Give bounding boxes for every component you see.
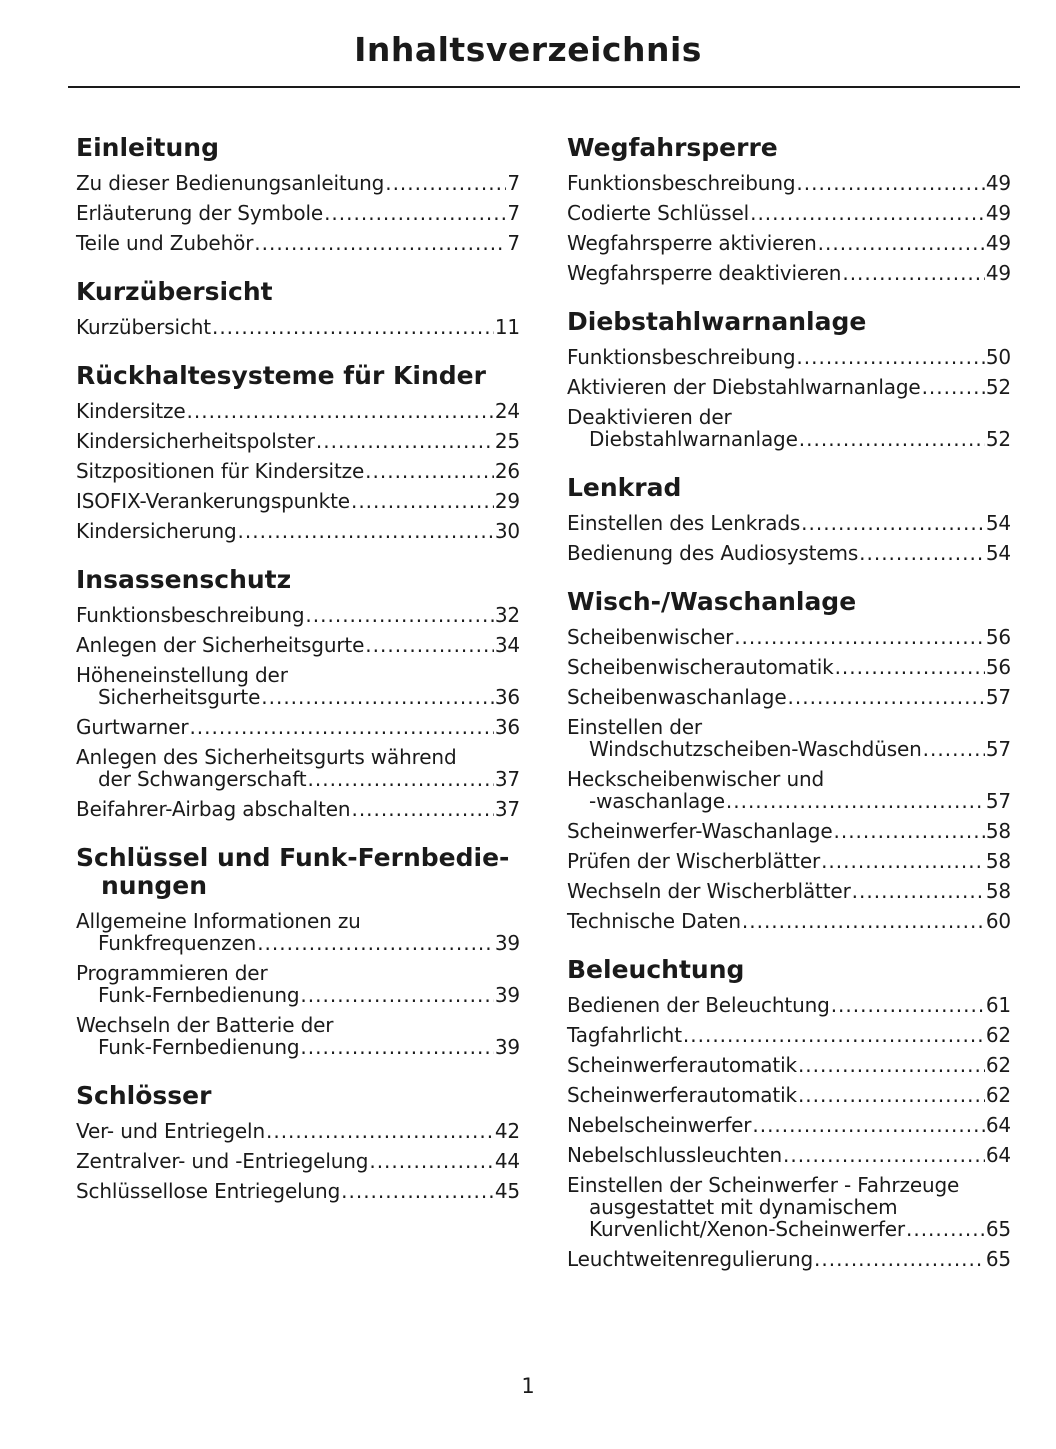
dot-leader	[906, 1218, 985, 1240]
entry-page-number: 39	[494, 1035, 520, 1059]
toc-entry[interactable]	[567, 1020, 1011, 1050]
entry-line	[567, 850, 1011, 872]
entry-line	[76, 686, 520, 708]
dot-leader	[189, 716, 493, 738]
toc-entry[interactable]	[567, 846, 1011, 876]
section-title: Lenkrad	[567, 473, 682, 502]
entry-text: Tagfahrlicht	[567, 1023, 682, 1047]
entry-page-number: 57	[985, 737, 1011, 761]
entry-text: Bedienen der Beleuchtung	[567, 993, 830, 1017]
toc-entry[interactable]	[76, 1010, 520, 1062]
entry-line	[76, 604, 520, 626]
entry-line	[76, 1150, 520, 1172]
section-title: Wegfahrsperre	[567, 133, 778, 162]
section-title: Rückhaltesysteme für Kinder	[76, 361, 486, 390]
toc-entry[interactable]	[567, 402, 1011, 454]
dot-leader	[683, 1024, 985, 1046]
entry-page-number: 42	[494, 1119, 520, 1143]
entry-text: Funk-Fernbedienung	[98, 1035, 300, 1059]
entry-page-number: 37	[494, 797, 520, 821]
toc-section-schloesser	[76, 1082, 520, 1206]
entry-page-number: 11	[494, 315, 520, 339]
entry-text: Sicherheitsgurte	[98, 685, 261, 709]
entry-line	[76, 1120, 520, 1142]
entry-page-number: 7	[507, 231, 520, 255]
toc-entry[interactable]	[567, 228, 1011, 258]
entry-line	[76, 1180, 520, 1202]
dot-leader	[852, 880, 985, 902]
entry-page-number: 62	[985, 1053, 1011, 1077]
entry-text: Windschutzscheiben-Waschdüsen	[589, 737, 922, 761]
entry-line	[567, 172, 1011, 194]
toc-left-column	[76, 130, 520, 1226]
dot-leader	[369, 1150, 494, 1172]
toc-entry[interactable]	[76, 1116, 520, 1146]
entry-page-number: 61	[985, 993, 1011, 1017]
entry-text: Ver- und Entriegeln	[76, 1119, 265, 1143]
dot-leader	[814, 1248, 985, 1270]
dot-leader	[742, 910, 985, 932]
entry-line	[76, 798, 520, 820]
dot-leader	[308, 768, 494, 790]
dot-leader	[835, 656, 985, 678]
entry-text: Teile und Zubehör	[76, 231, 254, 255]
dot-leader	[801, 512, 985, 534]
entry-text: Kindersicherung	[76, 519, 237, 543]
entry-text-line: Einstellen der	[567, 715, 703, 739]
dot-leader	[799, 428, 985, 450]
dot-leader	[734, 626, 985, 648]
toc-entry[interactable]	[567, 508, 1011, 538]
toc-section-insassenschutz	[76, 566, 520, 824]
entry-page-number: 60	[985, 909, 1011, 933]
dot-leader	[365, 634, 494, 656]
toc-entry[interactable]	[76, 1176, 520, 1206]
toc-entry[interactable]	[567, 652, 1011, 682]
entry-text: Kindersitze	[76, 399, 186, 423]
dot-leader	[238, 520, 494, 542]
toc-entry[interactable]	[567, 538, 1011, 568]
toc-entry[interactable]	[567, 990, 1011, 1020]
entry-line	[567, 1248, 1011, 1270]
toc-section-wisch-waschanlage	[567, 588, 1011, 936]
toc-entry[interactable]	[76, 168, 520, 198]
entry-text-line: Heckscheibenwischer und	[567, 767, 825, 791]
dot-leader	[750, 202, 985, 224]
toc-section-rueckhaltesysteme-fuer-kinder	[76, 362, 520, 546]
entry-page-number: 54	[985, 511, 1011, 535]
dot-leader	[859, 542, 985, 564]
entry-page-number: 39	[494, 931, 520, 955]
dot-leader	[842, 262, 985, 284]
entry-text: Technische Daten	[567, 909, 741, 933]
toc-entry[interactable]	[567, 1110, 1011, 1140]
dot-leader	[788, 686, 985, 708]
dot-leader	[821, 850, 985, 872]
toc-entry[interactable]	[76, 712, 520, 742]
entry-page-number: 65	[985, 1247, 1011, 1271]
entry-text: Codierte Schlüssel	[567, 201, 750, 225]
entry-text: Einstellen des Lenkrads	[567, 511, 801, 535]
entry-text: Funk-Fernbedienung	[98, 983, 300, 1007]
toc-entry[interactable]	[76, 396, 520, 426]
toc-section-diebstahlwarnanlage	[567, 308, 1011, 454]
entry-text: Aktivieren der Diebstahlwarnanlage	[567, 375, 921, 399]
toc-entry[interactable]	[76, 630, 520, 660]
toc-entry[interactable]	[76, 660, 520, 712]
dot-leader	[300, 984, 493, 1006]
entry-line	[567, 686, 1011, 708]
entry-page-number: 54	[985, 541, 1011, 565]
entry-text: Scheibenwischer	[567, 625, 734, 649]
entry-text-line: Allgemeine Informationen zu	[76, 909, 361, 933]
section-title: Insassenschutz	[76, 565, 292, 594]
entry-page-number: 49	[985, 201, 1011, 225]
entry-text: Funkfrequenzen	[98, 931, 257, 955]
entry-line	[567, 542, 1011, 564]
entry-page-number: 64	[985, 1143, 1011, 1167]
entry-line	[567, 738, 1011, 760]
dot-leader	[783, 1144, 985, 1166]
entry-page-number: 56	[985, 655, 1011, 679]
entry-line	[76, 932, 520, 954]
dot-leader	[798, 1054, 985, 1076]
entry-page-number: 49	[985, 231, 1011, 255]
toc-entry[interactable]	[76, 516, 520, 546]
toc-entry[interactable]	[76, 906, 520, 958]
entry-text-line: Einstellen der Scheinwerfer - Fahrzeuge	[567, 1173, 960, 1197]
entry-page-number: 29	[494, 489, 520, 513]
entry-page-number: 58	[985, 819, 1011, 843]
entry-page-number: 49	[985, 261, 1011, 285]
toc-entry[interactable]	[567, 198, 1011, 228]
dot-leader	[796, 172, 984, 194]
entry-text-line: Anlegen des Sicherheitsgurts während	[76, 745, 457, 769]
toc-section-lenkrad	[567, 474, 1011, 568]
toc-entry[interactable]	[76, 198, 520, 228]
toc-entry[interactable]	[567, 622, 1011, 652]
entry-text: Scheinwerfer-Waschanlage	[567, 819, 833, 843]
entry-line	[567, 376, 1011, 398]
entry-line	[76, 172, 520, 194]
dot-leader	[316, 430, 494, 452]
entry-line	[76, 490, 520, 512]
dot-leader	[257, 932, 494, 954]
dot-leader	[261, 686, 494, 708]
entry-page-number: 58	[985, 849, 1011, 873]
dot-leader	[341, 1180, 494, 1202]
section-title: Wisch-/Waschanlage	[567, 587, 857, 616]
entry-text: -waschanlage	[589, 789, 725, 813]
dot-leader	[365, 460, 494, 482]
toc-entry[interactable]	[567, 1244, 1011, 1274]
dot-leader	[187, 400, 494, 422]
entry-line	[76, 768, 520, 790]
entry-line	[567, 1024, 1011, 1046]
entry-page-number: 30	[494, 519, 520, 543]
dot-leader	[923, 738, 985, 760]
entry-line	[76, 316, 520, 338]
entry-text-line: Deaktivieren der	[567, 405, 732, 429]
entry-text: Diebstahlwarnanlage	[589, 427, 798, 451]
entry-line	[76, 520, 520, 542]
entry-text: Schlüssellose Entriegelung	[76, 1179, 341, 1203]
section-title: Einleitung	[76, 133, 219, 162]
dot-leader	[726, 790, 985, 812]
entry-page-number: 58	[985, 879, 1011, 903]
dot-leader	[305, 604, 493, 626]
toc-entry[interactable]	[76, 958, 520, 1010]
entry-page-number: 65	[985, 1217, 1011, 1241]
page-title: Inhaltsverzeichnis	[354, 30, 702, 69]
toc-section-einleitung	[76, 134, 520, 258]
dot-leader	[818, 232, 985, 254]
entry-page-number: 64	[985, 1113, 1011, 1137]
entry-text: Kurvenlicht/Xenon-Scheinwerfer	[589, 1217, 905, 1241]
entry-line	[567, 1054, 1011, 1076]
section-title: Beleuchtung	[567, 955, 745, 984]
entry-text: Nebelscheinwerfer	[567, 1113, 752, 1137]
toc-entry[interactable]	[567, 1170, 1011, 1244]
entry-line	[567, 1218, 1011, 1240]
entry-text: Beifahrer-Airbag abschalten	[76, 797, 351, 821]
entry-text: Funktionsbeschreibung	[567, 171, 796, 195]
entry-text-line: Programmieren der	[76, 961, 268, 985]
section-title: Kurzübersicht	[76, 277, 273, 306]
entry-line	[76, 460, 520, 482]
dot-leader	[351, 798, 493, 820]
toc-entry[interactable]	[76, 312, 520, 342]
entry-text: Kurzübersicht	[76, 315, 211, 339]
dot-leader	[752, 1114, 984, 1136]
entry-page-number: 52	[985, 427, 1011, 451]
toc-entry[interactable]	[567, 712, 1011, 764]
entry-page-number: 39	[494, 983, 520, 1007]
toc-section-wegfahrsperre	[567, 134, 1011, 288]
entry-line	[567, 428, 1011, 450]
entry-line	[76, 430, 520, 452]
entry-line	[76, 232, 520, 254]
entry-line	[567, 910, 1011, 932]
entry-line	[76, 202, 520, 224]
entry-page-number: 57	[985, 685, 1011, 709]
entry-line	[76, 400, 520, 422]
toc-entry[interactable]	[567, 168, 1011, 198]
toc-entry[interactable]	[567, 1080, 1011, 1110]
entry-page-number: 34	[494, 633, 520, 657]
entry-text: Nebelschlussleuchten	[567, 1143, 783, 1167]
entry-page-number: 36	[494, 715, 520, 739]
toc-entry[interactable]	[567, 258, 1011, 288]
entry-page-number: 62	[985, 1023, 1011, 1047]
entry-text: Prüfen der Wischerblätter	[567, 849, 821, 873]
entry-line	[567, 656, 1011, 678]
entry-text: Gurtwarner	[76, 715, 189, 739]
dot-leader	[798, 1084, 985, 1106]
entry-page-number: 45	[494, 1179, 520, 1203]
entry-line	[567, 880, 1011, 902]
entry-page-number: 44	[494, 1149, 520, 1173]
entry-page-number: 26	[494, 459, 520, 483]
dot-leader	[254, 232, 506, 254]
entry-text: Bedienung des Audiosystems	[567, 541, 859, 565]
entry-page-number: 37	[494, 767, 520, 791]
dot-leader	[385, 172, 506, 194]
entry-page-number: 7	[507, 171, 520, 195]
dot-leader	[833, 820, 984, 842]
entry-text: Wechseln der Wischerblätter	[567, 879, 851, 903]
section-title: Diebstahlwarnanlage	[567, 307, 867, 336]
toc-entry[interactable]	[76, 794, 520, 824]
entry-line	[567, 346, 1011, 368]
toc-entry[interactable]	[567, 876, 1011, 906]
entry-line	[567, 820, 1011, 842]
entry-line	[567, 202, 1011, 224]
entry-text: Wegfahrsperre aktivieren	[567, 231, 817, 255]
entry-line	[76, 634, 520, 656]
entry-text: Scheinwerferautomatik	[567, 1053, 797, 1077]
entry-text: Zentralver- und -Entriegelung	[76, 1149, 369, 1173]
entry-line	[567, 994, 1011, 1016]
entry-page-number: 24	[494, 399, 520, 423]
entry-text-line: Höheneinstellung der	[76, 663, 288, 687]
entry-page-number: 62	[985, 1083, 1011, 1107]
entry-text-line: ausgestattet mit dynamischem	[589, 1195, 898, 1219]
entry-text: Erläuterung der Symbole	[76, 201, 324, 225]
toc-entry[interactable]	[76, 228, 520, 258]
entry-page-number: 32	[494, 603, 520, 627]
entry-text-line: Wechseln der Batterie der	[76, 1013, 334, 1037]
dot-leader	[796, 346, 984, 368]
entry-line	[567, 1144, 1011, 1166]
entry-page-number: 49	[985, 171, 1011, 195]
toc-entry[interactable]	[76, 456, 520, 486]
entry-page-number: 57	[985, 789, 1011, 813]
toc-entry[interactable]	[567, 682, 1011, 712]
toc-section-beleuchtung	[567, 956, 1011, 1274]
entry-page-number: 56	[985, 625, 1011, 649]
entry-line	[76, 716, 520, 738]
entry-text: Zu dieser Bedienungsanleitung	[76, 171, 385, 195]
toc-entry[interactable]	[567, 1050, 1011, 1080]
toc-entry[interactable]	[567, 906, 1011, 936]
entry-line	[567, 262, 1011, 284]
toc-entry[interactable]	[567, 1140, 1011, 1170]
toc-section-schluessel-und-funk-fernbedie-nungen	[76, 844, 520, 1062]
toc-entry[interactable]	[567, 816, 1011, 846]
entry-line	[567, 790, 1011, 812]
title-divider	[68, 86, 1020, 88]
entry-text: der Schwangerschaft	[98, 767, 307, 791]
entry-text: Leuchtweitenregulierung	[567, 1247, 814, 1271]
entry-text: Anlegen der Sicherheitsgurte	[76, 633, 365, 657]
dot-leader	[266, 1120, 494, 1142]
entry-line	[76, 1036, 520, 1058]
entry-text: Scheinwerferautomatik	[567, 1083, 797, 1107]
dot-leader	[300, 1036, 493, 1058]
toc-entry[interactable]	[76, 600, 520, 630]
toc-right-column	[567, 130, 1011, 1294]
entry-page-number: 52	[985, 375, 1011, 399]
dot-leader	[324, 202, 506, 224]
toc-entry[interactable]	[76, 486, 520, 516]
dot-leader	[212, 316, 494, 338]
toc-entry[interactable]	[76, 742, 520, 794]
entry-text: Scheibenwaschanlage	[567, 685, 787, 709]
dot-leader	[351, 490, 494, 512]
entry-text: Funktionsbeschreibung	[567, 345, 796, 369]
toc-entry[interactable]	[567, 372, 1011, 402]
dot-leader	[831, 994, 985, 1016]
page-number: 1	[521, 1374, 535, 1398]
entry-line	[567, 512, 1011, 534]
entry-page-number: 7	[507, 201, 520, 225]
section-title: Schlüssel und Funk-Fernbedie-nungen	[76, 843, 510, 900]
toc-section-kurzuebersicht	[76, 278, 520, 342]
dot-leader	[922, 376, 985, 398]
section-title: Schlösser	[76, 1081, 212, 1110]
entry-page-number: 36	[494, 685, 520, 709]
entry-text: Wegfahrsperre deaktivieren	[567, 261, 842, 285]
entry-line	[567, 1114, 1011, 1136]
entry-line	[76, 984, 520, 1006]
toc-entry[interactable]	[567, 342, 1011, 372]
entry-line	[567, 626, 1011, 648]
entry-text: Scheibenwischerautomatik	[567, 655, 834, 679]
toc-entry[interactable]	[567, 764, 1011, 816]
entry-text: ISOFIX-Verankerungspunkte	[76, 489, 350, 513]
entry-text: Funktionsbeschreibung	[76, 603, 305, 627]
toc-entry[interactable]	[76, 1146, 520, 1176]
entry-page-number: 50	[985, 345, 1011, 369]
entry-line	[567, 232, 1011, 254]
entry-page-number: 25	[494, 429, 520, 453]
toc-entry[interactable]	[76, 426, 520, 456]
entry-text: Kindersicherheitspolster	[76, 429, 315, 453]
entry-line	[567, 1084, 1011, 1106]
entry-text: Sitzpositionen für Kindersitze	[76, 459, 365, 483]
